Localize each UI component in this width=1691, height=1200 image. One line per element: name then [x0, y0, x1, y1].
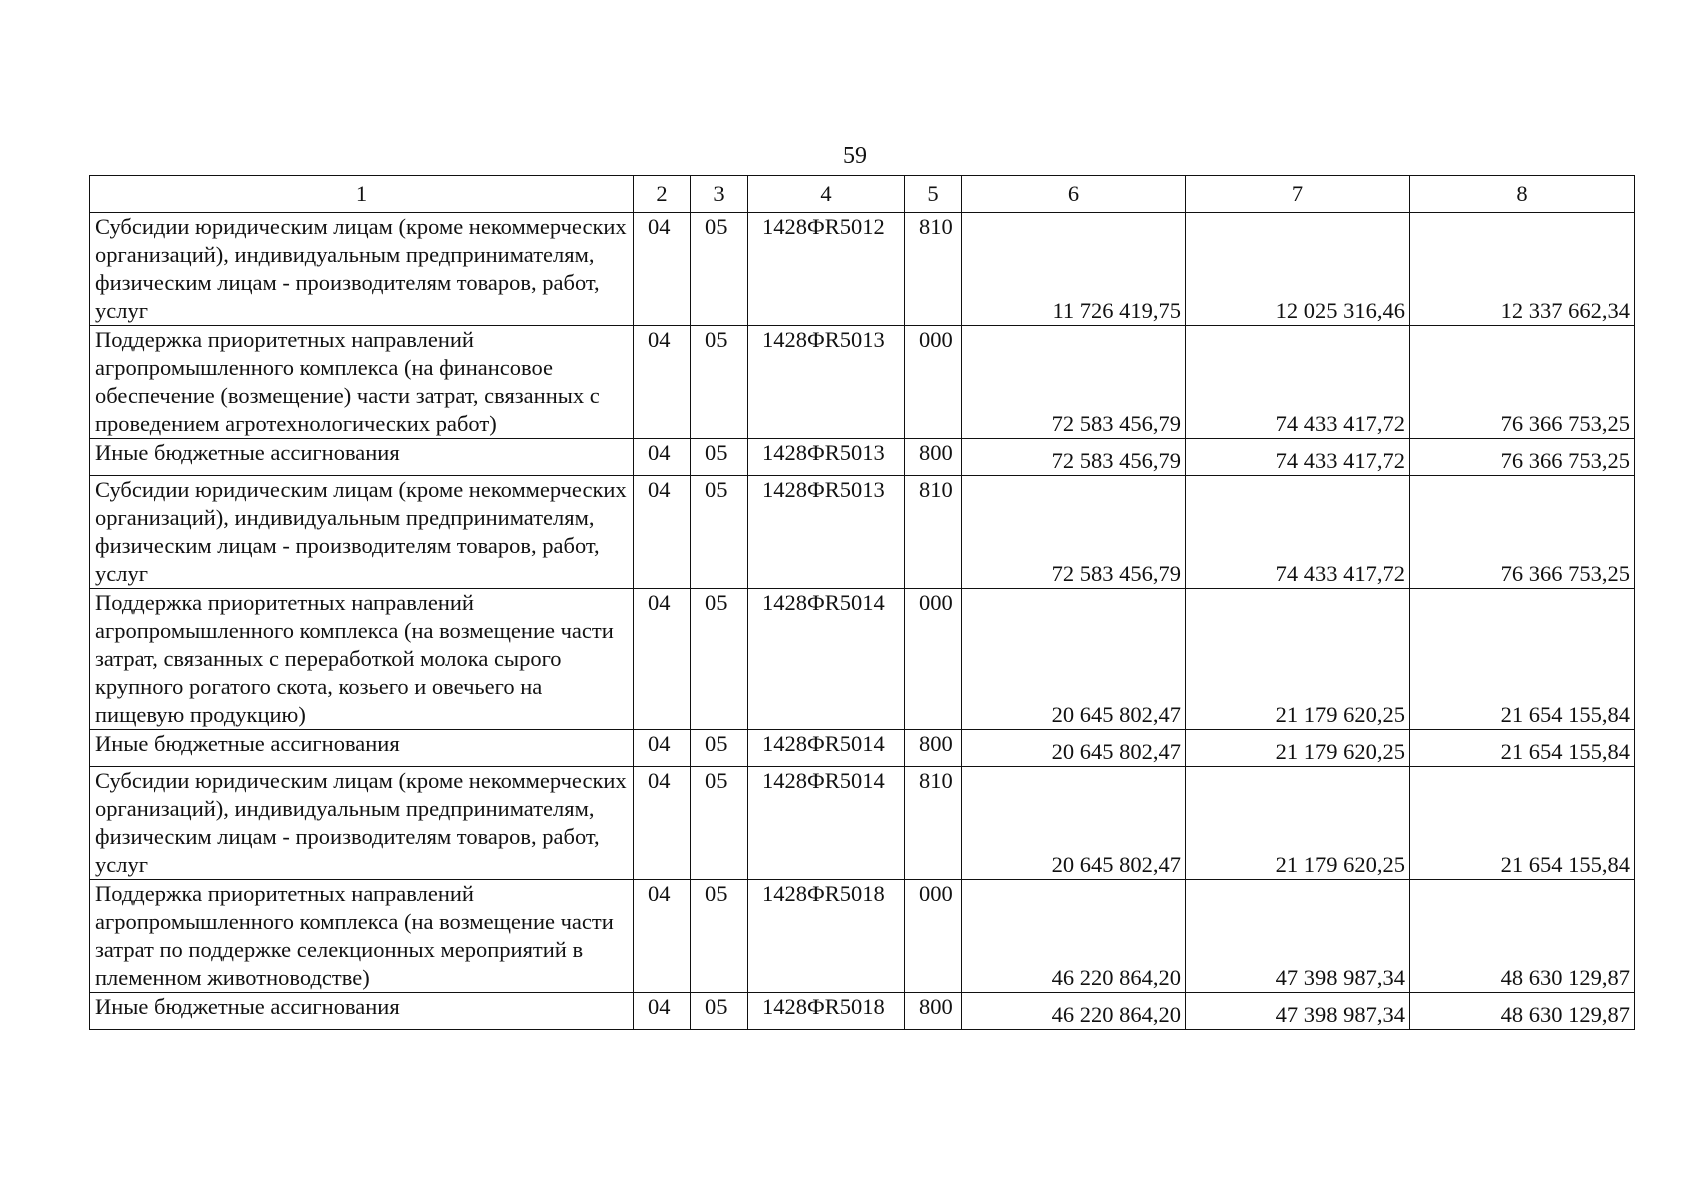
expense-type-code: 000 — [905, 880, 962, 993]
expense-type-code: 000 — [905, 589, 962, 730]
section-code: 04 — [634, 476, 691, 589]
page-number: 59 — [843, 143, 867, 169]
column-header: 6 — [962, 176, 1186, 213]
subsection-code: 05 — [691, 767, 748, 880]
item-name: Субсидии юридическим лицам (кроме некоммерческих организаций), индивидуальным предпринимателям, физическим лицам - производителям товаров, работ, услуг — [90, 213, 634, 326]
table-row — [90, 730, 1635, 767]
section-code: 04 — [634, 439, 691, 476]
section-code: 04 — [634, 767, 691, 880]
amount-col6: 20 645 802,47 — [962, 730, 1186, 767]
table-row — [90, 589, 1635, 730]
table-row — [90, 476, 1635, 589]
amount-col6: 72 583 456,79 — [962, 476, 1186, 589]
column-header: 1 — [90, 176, 634, 213]
column-header: 4 — [748, 176, 905, 213]
amount-col8: 21 654 155,84 — [1410, 730, 1635, 767]
amount-col8: 76 366 753,25 — [1410, 476, 1635, 589]
table-row — [90, 213, 1635, 326]
target-article-code: 1428ФR5013 — [748, 326, 905, 439]
column-header: 5 — [905, 176, 962, 213]
amount-col6: 72 583 456,79 — [962, 326, 1186, 439]
amount-col7: 47 398 987,34 — [1186, 880, 1410, 993]
target-article-code: 1428ФR5014 — [748, 589, 905, 730]
target-article-code: 1428ФR5014 — [748, 767, 905, 880]
amount-col7: 74 433 417,72 — [1186, 439, 1410, 476]
target-article-code: 1428ФR5018 — [748, 993, 905, 1030]
column-header: 2 — [634, 176, 691, 213]
target-article-code: 1428ФR5013 — [748, 476, 905, 589]
section-code: 04 — [634, 993, 691, 1030]
table-header-row — [90, 176, 1635, 213]
table-row — [90, 439, 1635, 476]
target-article-code: 1428ФR5014 — [748, 730, 905, 767]
column-header: 3 — [691, 176, 748, 213]
expense-type-code: 810 — [905, 213, 962, 326]
item-name: Субсидии юридическим лицам (кроме некоммерческих организаций), индивидуальным предпринимателям, физическим лицам - производителям товаров, работ, услуг — [90, 476, 634, 589]
table-row — [90, 880, 1635, 993]
section-code: 04 — [634, 880, 691, 993]
column-header: 7 — [1186, 176, 1410, 213]
amount-col6: 46 220 864,20 — [962, 880, 1186, 993]
subsection-code: 05 — [691, 880, 748, 993]
item-name: Поддержка приоритетных направлений агропромышленного комплекса (на финансовое обеспечение (возмещение) части затрат, связанных с проведением агротехнологических работ) — [90, 326, 634, 439]
table-row — [90, 767, 1635, 880]
amount-col8: 21 654 155,84 — [1410, 589, 1635, 730]
amount-col7: 21 179 620,25 — [1186, 730, 1410, 767]
amount-col8: 48 630 129,87 — [1410, 880, 1635, 993]
amount-col6: 72 583 456,79 — [962, 439, 1186, 476]
subsection-code: 05 — [691, 476, 748, 589]
amount-col7: 47 398 987,34 — [1186, 993, 1410, 1030]
target-article-code: 1428ФR5013 — [748, 439, 905, 476]
item-name: Поддержка приоритетных направлений агропромышленного комплекса (на возмещение части затрат, связанных с переработкой молока сырого крупного рогатого скота, козьего и овечьего на пищевую продукцию) — [90, 589, 634, 730]
amount-col7: 21 179 620,25 — [1186, 767, 1410, 880]
section-code: 04 — [634, 730, 691, 767]
table-row — [90, 326, 1635, 439]
amount-col8: 48 630 129,87 — [1410, 993, 1635, 1030]
amount-col6: 11 726 419,75 — [962, 213, 1186, 326]
expense-type-code: 800 — [905, 730, 962, 767]
amount-col7: 74 433 417,72 — [1186, 326, 1410, 439]
target-article-code: 1428ФR5018 — [748, 880, 905, 993]
amount-col8: 76 366 753,25 — [1410, 326, 1635, 439]
item-name: Иные бюджетные ассигнования — [90, 993, 634, 1030]
section-code: 04 — [634, 589, 691, 730]
expense-type-code: 810 — [905, 476, 962, 589]
item-name: Поддержка приоритетных направлений агропромышленного комплекса (на возмещение части затрат по поддержке селекционных мероприятий в племенном животноводстве) — [90, 880, 634, 993]
subsection-code: 05 — [691, 213, 748, 326]
budget-table — [89, 175, 1635, 1030]
subsection-code: 05 — [691, 589, 748, 730]
amount-col7: 21 179 620,25 — [1186, 589, 1410, 730]
amount-col8: 76 366 753,25 — [1410, 439, 1635, 476]
amount-col6: 20 645 802,47 — [962, 589, 1186, 730]
table-row — [90, 993, 1635, 1030]
amount-col6: 46 220 864,20 — [962, 993, 1186, 1030]
target-article-code: 1428ФR5012 — [748, 213, 905, 326]
expense-type-code: 000 — [905, 326, 962, 439]
section-code: 04 — [634, 213, 691, 326]
section-code: 04 — [634, 326, 691, 439]
amount-col6: 20 645 802,47 — [962, 767, 1186, 880]
amount-col8: 12 337 662,34 — [1410, 213, 1635, 326]
expense-type-code: 810 — [905, 767, 962, 880]
amount-col8: 21 654 155,84 — [1410, 767, 1635, 880]
item-name: Иные бюджетные ассигнования — [90, 439, 634, 476]
expense-type-code: 800 — [905, 439, 962, 476]
amount-col7: 12 025 316,46 — [1186, 213, 1410, 326]
subsection-code: 05 — [691, 730, 748, 767]
subsection-code: 05 — [691, 993, 748, 1030]
subsection-code: 05 — [691, 439, 748, 476]
subsection-code: 05 — [691, 326, 748, 439]
item-name: Субсидии юридическим лицам (кроме некоммерческих организаций), индивидуальным предпринимателям, физическим лицам - производителям товаров, работ, услуг — [90, 767, 634, 880]
item-name: Иные бюджетные ассигнования — [90, 730, 634, 767]
expense-type-code: 800 — [905, 993, 962, 1030]
column-header: 8 — [1410, 176, 1635, 213]
amount-col7: 74 433 417,72 — [1186, 476, 1410, 589]
